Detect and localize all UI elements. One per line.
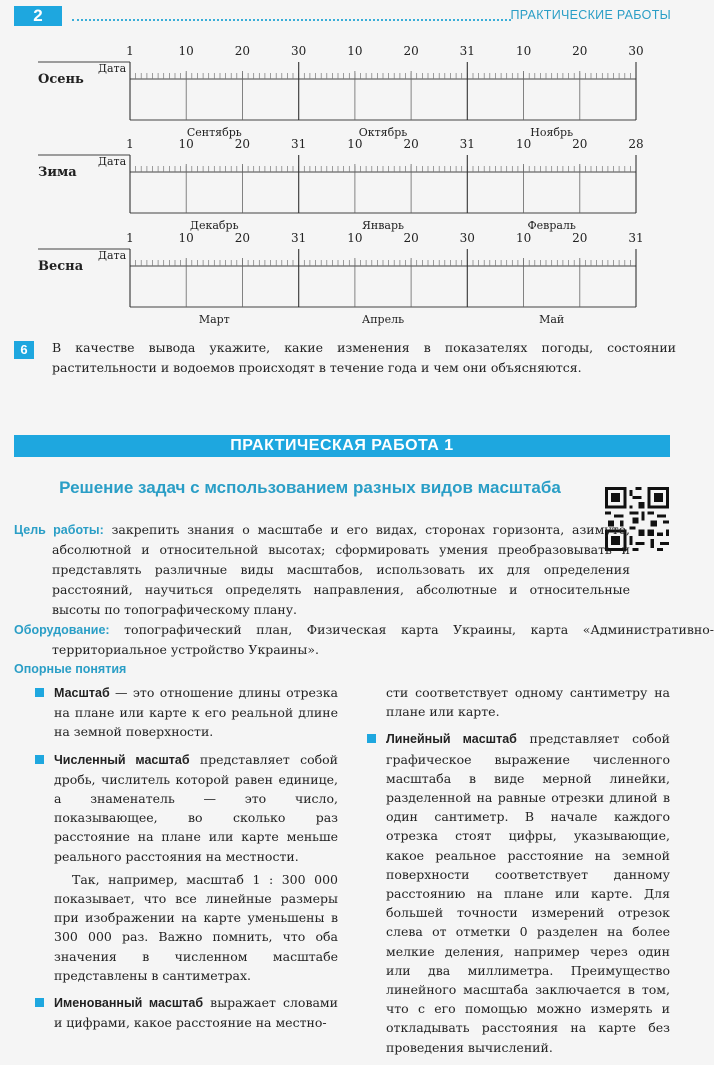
month-label: Ноябрь [530,126,574,139]
day-tick-label: 1 [126,231,134,245]
work-goal [14,520,630,620]
day-tick-label: 10 [347,231,363,245]
day-tick-label: 31 [291,137,307,151]
task-6-text: В качестве вывода укажите, какие изменения в показателях погоды, состоянии растительности и водоемов происходят в течение года и чем они объясняются. [52,340,676,375]
day-tick-label: 28 [628,137,644,151]
day-tick-label: 20 [234,44,251,58]
practical-work-title: Решение задач с мспользованием разных видов масштаба [59,478,561,497]
day-tick-label: 20 [403,231,419,245]
key-concepts-heading: Опорные понятия [14,662,127,676]
definition: представляет собой дробь, числитель которой равен единице, а знаменатель — это число, показывающее, во сколько раз расстояние на плане или карте меньше реального расстояния на местности. [54,751,338,864]
day-tick-label: 30 [459,231,475,245]
month-label: Февраль [527,219,576,232]
day-tick-label: 31 [459,44,475,58]
concept-numeric-scale [54,750,338,866]
season-name: Осень [38,72,84,87]
running-head: ПРАКТИЧЕСКИЕ РАБОТЫ [510,8,671,22]
definition: — это отношение длины отрезка на плане или карте к его реальной длине на земной поверхности. [54,685,338,740]
day-tick-label: 20 [403,137,419,151]
day-tick-label: 10 [347,137,363,151]
day-tick-label: 20 [572,44,588,58]
day-tick-label: 1 [126,44,134,58]
page-number: 2 [14,6,62,26]
equipment-text: топографический план, Физическая карта Украины, карта «Административно-территориальное устройство Украины». [52,622,714,657]
goal-text: закрепить знания о масштабе и его видах, сторонах горизонта, азимуте, абсолютной и относительной высотах; сформировать умения преобразовывать и представлять различные виды масштабов, использовать их для определения расстояний, научиться определять направления, абсолютные и относительные высоты по топографическому плану. [52,522,630,617]
numeric-scale-example: Так, например, масштаб 1 : 300 000 показывает, что все линейные размеры при изображении на карте уменьшены в 300 000 раз. Важно помнить, что оба значения в численном масштабе представлены в сантиметрах. [54,871,338,983]
practical-work-bar: ПРАКТИЧЕСКАЯ РАБОТА 1 [14,435,670,457]
equipment-label: Оборудование: [14,623,110,637]
day-tick-label: 30 [628,44,644,58]
day-tick-label: 10 [178,137,194,151]
task-number-badge: 6 [14,341,34,359]
day-tick-label: 20 [234,231,251,245]
month-label: Май [539,313,565,326]
timeline-grid [0,42,691,139]
month-label: Декабрь [190,219,239,232]
season-name: Весна [38,259,84,274]
term: Масштаб [54,686,110,700]
bullet-icon [35,688,44,697]
goal-label: Цель работы: [14,523,104,537]
concept-linear-scale [386,729,670,1056]
term: Численный масштаб [54,752,190,767]
bullet-icon [35,998,44,1007]
day-tick-label: 10 [515,231,532,245]
day-tick-label: 10 [178,231,194,245]
day-tick-label: 31 [628,231,644,245]
named-scale-continuation: сти соответствует одному сантиметру на плане или карте. [386,685,670,720]
page-header [14,6,671,26]
date-row-label: Дата [98,62,127,75]
timeline-grid [0,135,691,232]
dotted-leader [72,19,511,21]
day-tick-label: 20 [403,44,419,58]
month-label: Март [198,313,230,326]
month-label: Сентябрь [186,126,242,139]
day-tick-label: 10 [178,44,194,58]
day-tick-label: 31 [291,231,307,245]
month-label: Апрель [361,313,405,326]
month-label: Октябрь [358,126,408,139]
term: Линейный масштаб [386,732,517,747]
day-tick-label: 20 [572,137,588,151]
equipment [14,620,714,660]
season-timeline [0,229,691,326]
bullet-icon [35,755,44,764]
season-timeline [0,42,691,139]
day-tick-label: 1 [126,137,134,151]
day-tick-label: 30 [291,44,307,58]
concept-scale [54,683,338,742]
date-row-label: Дата [98,249,127,262]
bullet-icon [367,734,376,743]
day-tick-label: 20 [572,231,588,245]
definition: выражает словами и цифрами, какое расстояние на местно- [54,995,338,1031]
concept-named-scale [54,993,338,1032]
day-tick-label: 10 [515,44,532,58]
day-tick-label: 10 [347,44,363,58]
date-row-label: Дата [98,155,127,168]
day-tick-label: 31 [459,137,475,151]
day-tick-label: 10 [515,137,532,151]
season-name: Зима [38,165,77,180]
term: Именованный масштаб [54,996,204,1011]
right-column [386,683,670,1065]
month-label: Январь [362,219,404,232]
left-column [54,683,338,1040]
timeline-grid [0,229,691,326]
definition: представляет собой графическое выражение численного масштаба в виде мерной линейки, разделенной на равные отрезки длиной в один сантиметр. В начале каждого отрезка стоят цифры, указывающие, какое реальное расстояние на земной поверхности соответствует данному расстоянию на плане или карте. Для большей точности измерений отрезок слева от отметки 0 разделен на более мелкие деления, например через один или два миллиметра. Преимущество линейного масштаба заключается в том, что с его помощью можно измерять и откладывать расстояния на карте без проведения вычислений. [386,731,670,1055]
day-tick-label: 20 [234,137,251,151]
season-timeline [0,135,691,232]
